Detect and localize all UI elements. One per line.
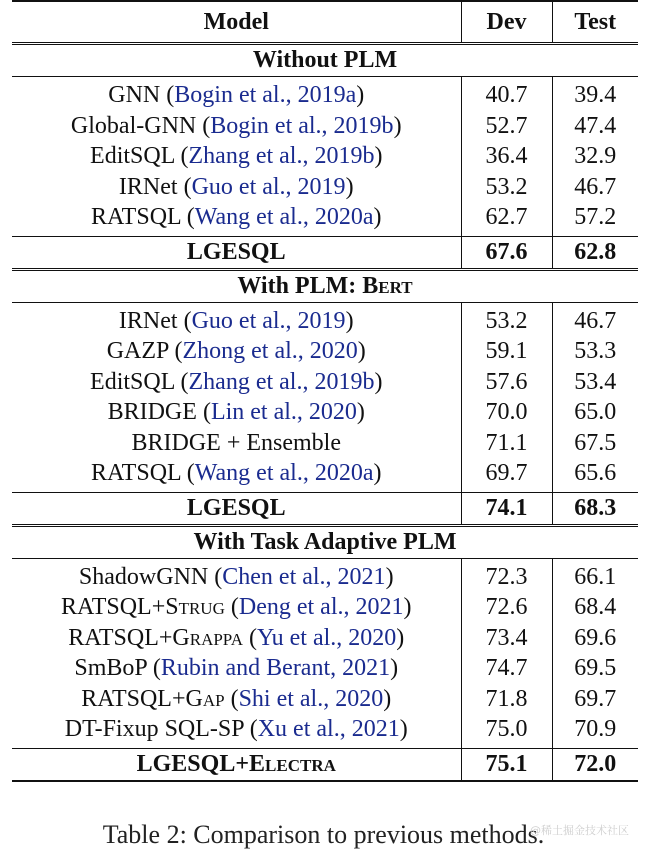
dev-score: 69.7	[461, 458, 552, 492]
section-title-text: With Task Adaptive PLM	[193, 528, 457, 555]
citation-link: Bogin et al., 2019a	[174, 82, 357, 108]
table-row	[12, 367, 638, 398]
test-score: 46.7	[552, 302, 638, 336]
model-name: LGESQL	[186, 494, 286, 521]
table-row	[12, 623, 638, 654]
dev-score: 75.1	[461, 748, 552, 781]
model-cell: IRNet (Guo et al., 2019)	[12, 172, 461, 203]
model-name: RATSQL	[91, 460, 181, 486]
test-score: 47.4	[574, 112, 617, 139]
dev-score: 71.8	[461, 684, 552, 715]
test-score: 39.4	[552, 77, 638, 111]
model-name: IRNet	[118, 173, 178, 200]
citation-link: Zhong et al., 2020	[182, 338, 358, 364]
table-row	[12, 428, 638, 459]
citation-link: Wang et al., 2020a	[194, 204, 374, 230]
model-name-smallcaps: Gap	[185, 685, 225, 712]
test-score: 65.0	[574, 399, 617, 425]
section-title	[12, 44, 638, 77]
table-row	[12, 653, 638, 684]
dev-score: 62.7	[461, 202, 552, 236]
header-dev: Dev	[461, 1, 552, 44]
table-row	[12, 302, 638, 336]
dev-score: 74.7	[461, 653, 552, 684]
our-model-row	[12, 492, 638, 525]
table-row	[12, 592, 638, 623]
model-cell: DT-Fixup SQL-SP (Xu et al., 2021)	[12, 714, 461, 748]
model-cell: BRIDGE (Lin et al., 2020)	[12, 397, 461, 428]
test-score: 69.7	[574, 685, 617, 712]
model-cell: GAZP (Zhong et al., 2020)	[12, 336, 461, 367]
results-table	[12, 0, 638, 782]
citation-link: Shi et al., 2020	[238, 685, 384, 712]
section-title-smallcaps: Bert	[362, 272, 413, 299]
citation-link: Yu et al., 2020	[256, 624, 397, 651]
table-row	[12, 558, 638, 592]
dev-score: 57.6	[461, 367, 552, 398]
table-row	[12, 77, 638, 111]
model-cell: EditSQL (Zhang et al., 2019b)	[12, 367, 461, 398]
dev-score: 53.2	[461, 172, 552, 203]
citation-link: Xu et al., 2021	[257, 716, 400, 742]
model-name: GNN	[108, 82, 161, 108]
dev-score: 72.3	[461, 558, 552, 592]
model-name: BRIDGE	[107, 399, 197, 425]
model-name: RATSQL+	[81, 685, 186, 712]
model-name: EditSQL	[90, 368, 175, 395]
model-name-smallcaps: Grappa	[172, 624, 243, 651]
dev-score: 40.7	[461, 77, 552, 111]
model-name: SmBoP	[74, 655, 147, 681]
results-table-body	[12, 44, 638, 781]
test-score: 69.6	[574, 624, 617, 651]
results-table-container	[12, 0, 638, 782]
model-cell: EditSQL (Zhang et al., 2019b)	[12, 141, 461, 172]
test-score: 70.9	[574, 716, 617, 742]
test-score: 68.4	[574, 594, 617, 620]
table-row	[12, 397, 638, 428]
test-score: 53.3	[574, 338, 617, 364]
dev-score: 36.4	[461, 141, 552, 172]
citation-link: Zhang et al., 2019b	[188, 368, 375, 395]
test-score: 65.6	[574, 460, 617, 486]
citation-link: Chen et al., 2021	[222, 563, 386, 590]
model-cell: ShadowGNN (Chen et al., 2021)	[12, 558, 461, 592]
citation-link: Guo et al., 2019	[191, 173, 346, 200]
table-caption: Table 2: Comparison to previous methods.	[102, 820, 545, 849]
section-header-row	[12, 44, 638, 77]
model-cell	[12, 748, 461, 781]
model-name: Global-GNN	[70, 112, 197, 139]
model-name: LGESQL+	[136, 750, 250, 777]
table-row	[12, 458, 638, 492]
model-cell: RATSQL+Gap (Shi et al., 2020)	[12, 684, 461, 715]
test-score: 57.2	[574, 204, 617, 230]
model-name: BRIDGE + Ensemble	[131, 429, 341, 456]
model-name: EditSQL	[90, 143, 175, 169]
model-cell: IRNet (Guo et al., 2019)	[12, 302, 461, 336]
model-cell: RATSQL+Strug (Deng et al., 2021)	[12, 592, 461, 623]
test-score: 67.5	[574, 429, 617, 456]
header-model: Model	[12, 1, 461, 44]
dev-score: 73.4	[461, 623, 552, 654]
table-row	[12, 336, 638, 367]
citation-link: Wang et al., 2020a	[194, 460, 374, 486]
test-score: 69.5	[574, 655, 617, 681]
model-name-smallcaps: Strug	[165, 594, 225, 620]
dev-score: 53.2	[461, 302, 552, 336]
test-score: 62.8	[552, 236, 638, 269]
test-score: 32.9	[574, 143, 617, 169]
citation-link: Lin et al., 2020	[210, 399, 357, 425]
citation-link: Bogin et al., 2019b	[210, 112, 394, 139]
model-name: RATSQL+	[61, 594, 166, 620]
model-cell: RATSQL (Wang et al., 2020a)	[12, 202, 461, 236]
section-title-text: With PLM:	[237, 272, 363, 299]
model-name: ShadowGNN	[78, 563, 209, 590]
dev-score: 74.1	[461, 492, 552, 525]
header-test: Test	[552, 1, 638, 44]
section-header-row	[12, 269, 638, 302]
table-row	[12, 172, 638, 203]
our-model-row	[12, 748, 638, 781]
model-cell: RATSQL (Wang et al., 2020a)	[12, 458, 461, 492]
table-row	[12, 141, 638, 172]
citation-link: Guo et al., 2019	[191, 307, 346, 334]
model-cell: Global-GNN (Bogin et al., 2019b)	[12, 111, 461, 142]
model-cell	[12, 428, 461, 459]
model-name: DT-Fixup SQL-SP	[64, 716, 244, 742]
our-model-row	[12, 236, 638, 269]
test-score: 66.1	[552, 558, 638, 592]
header-row	[12, 1, 638, 44]
model-cell	[12, 236, 461, 269]
model-name: RATSQL	[91, 204, 181, 230]
dev-score: 72.6	[461, 592, 552, 623]
model-cell: RATSQL+Grappa (Yu et al., 2020)	[12, 623, 461, 654]
model-name: LGESQL	[186, 238, 286, 265]
section-header-row	[12, 525, 638, 558]
watermark: @稀土掘金技术社区	[530, 824, 629, 837]
model-cell	[12, 492, 461, 525]
model-cell: SmBoP (Rubin and Berant, 2021)	[12, 653, 461, 684]
model-name: IRNet	[118, 307, 178, 334]
citation-link: Deng et al., 2021	[238, 594, 404, 620]
test-score: 72.0	[552, 748, 638, 781]
model-name: GAZP	[106, 338, 169, 364]
section-title	[12, 269, 638, 302]
test-score: 46.7	[574, 173, 617, 200]
table-row	[12, 111, 638, 142]
citation-link: Rubin and Berant, 2021	[160, 655, 391, 681]
dev-score: 52.7	[461, 111, 552, 142]
dev-score: 71.1	[461, 428, 552, 459]
dev-score: 70.0	[461, 397, 552, 428]
model-name: RATSQL+	[68, 624, 173, 651]
table-row	[12, 202, 638, 236]
test-score: 68.3	[552, 492, 638, 525]
model-cell: GNN (Bogin et al., 2019a)	[12, 77, 461, 111]
model-name-smallcaps: Electra	[249, 750, 336, 777]
section-title	[12, 525, 638, 558]
table-row	[12, 714, 638, 748]
dev-score: 75.0	[461, 714, 552, 748]
citation-link: Zhang et al., 2019b	[188, 143, 375, 169]
dev-score: 67.6	[461, 236, 552, 269]
table-row	[12, 684, 638, 715]
test-score: 53.4	[574, 368, 617, 395]
dev-score: 59.1	[461, 336, 552, 367]
section-title-text: Without PLM	[252, 47, 398, 74]
